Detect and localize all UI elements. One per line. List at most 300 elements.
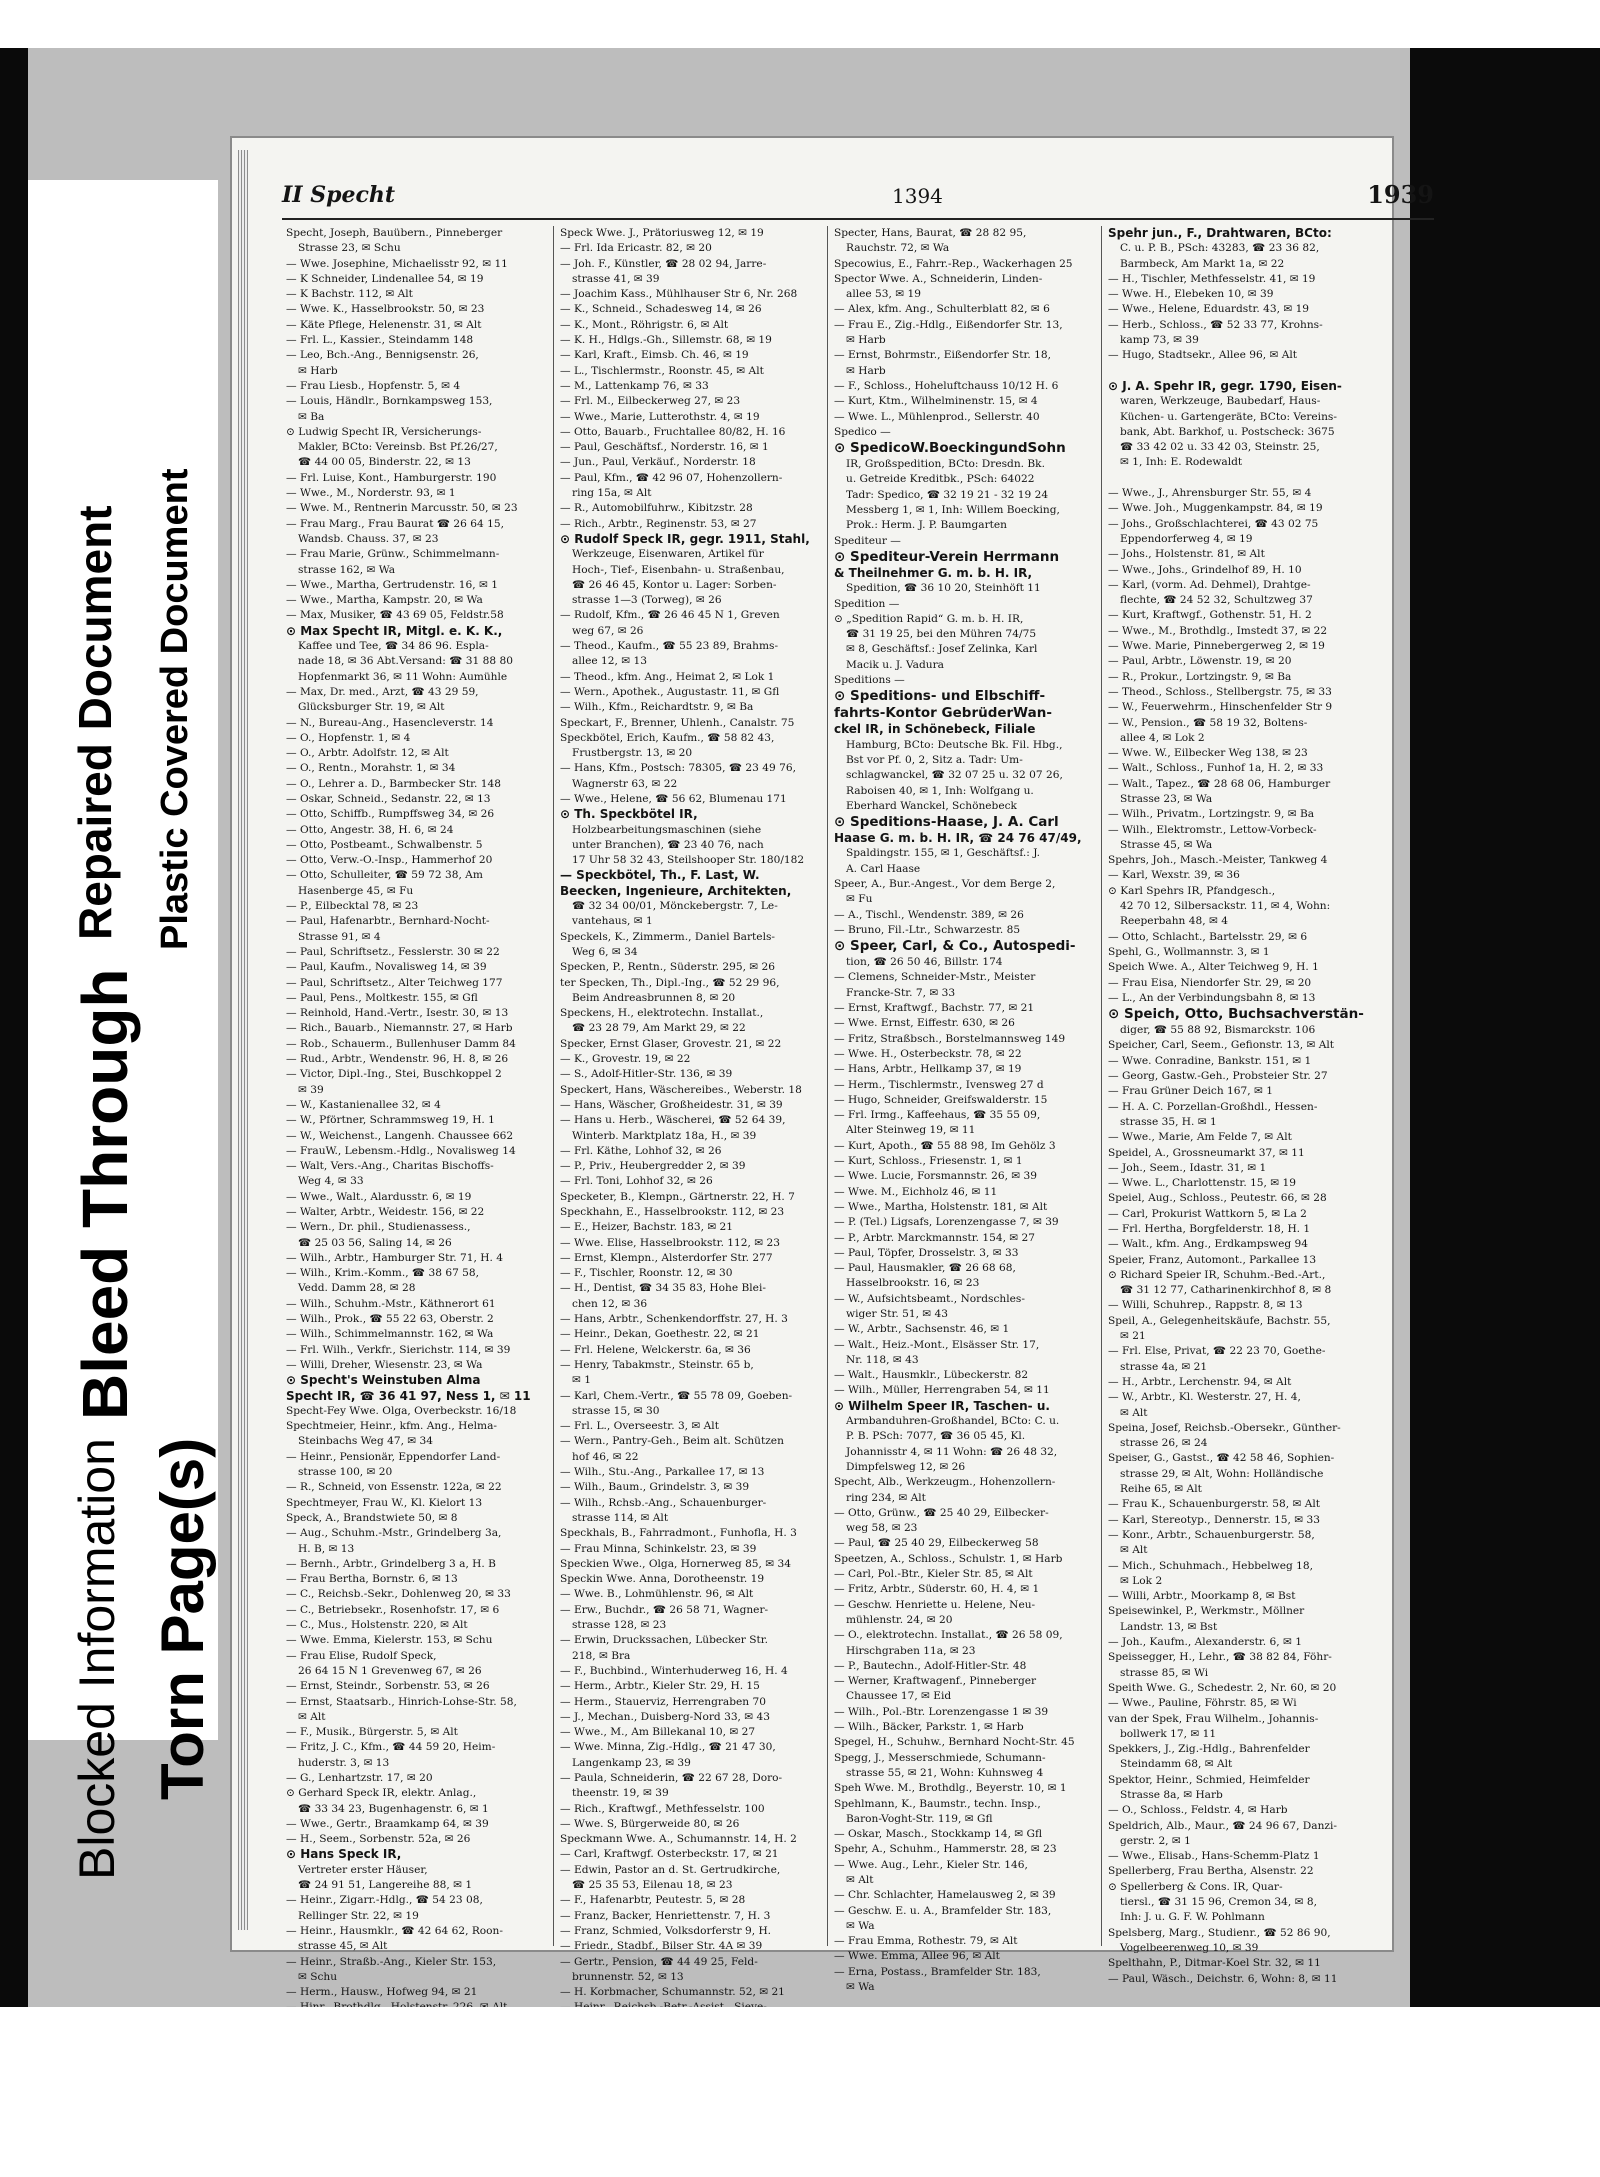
directory-entry-line: — Wwe. K., Hasselbrookstr. 50, ✉ 23 xyxy=(286,303,485,316)
directory-entry-line: — Karl, Kraft., Eimsb. Ch. 46, ✉ 19 xyxy=(560,349,749,362)
directory-entry-line: ⊙ Richard Speier IR, Schuhm.-Bed.-Art., xyxy=(1108,1268,1326,1281)
directory-entry-line: Weg 4, ✉ 33 xyxy=(298,1175,364,1188)
directory-entry-line: — Aug., Schuhm.-Mstr., Grindelberg 3a, xyxy=(286,1527,502,1540)
directory-entry-line: Langenkamp 23, ✉ 39 xyxy=(572,1756,691,1769)
directory-entry-line: Spector Wwe. A., Schneiderin, Linden- xyxy=(834,272,1043,285)
directory-entry-line: — Otto, Bauarb., Fruchtallee 80/82, H. 16 xyxy=(560,425,786,438)
directory-entry-line: — H., Tischler, Methfesselstr. 41, ✉ 19 xyxy=(1108,272,1316,285)
directory-entry-line: — Johs., Großschlachterei, ☎ 43 02 75 xyxy=(1108,517,1319,530)
directory-entry-line: — H., Dentist, ☎ 34 35 83, Hohe Blei- xyxy=(560,1282,766,1295)
directory-entry-line: — Erna, Postass., Bramfelder Str. 183, xyxy=(834,1965,1041,1978)
directory-entry-line: — Gertr., Pension, ☎ 44 49 25, Feld- xyxy=(560,1955,758,1968)
directory-entry-line: Vertreter erster Häuser, xyxy=(298,1863,428,1876)
directory-entry-line: — Karl, (vorm. Ad. Dehmel), Drahtge- xyxy=(1108,578,1311,591)
directory-entry-line: — Joh., Kaufm., Alexanderstr. 6, ✉ 1 xyxy=(1108,1636,1302,1649)
directory-entry-line: — J., Mechan., Duisberg-Nord 33, ✉ 43 xyxy=(560,1710,771,1723)
directory-entry-line: — Kurt, Apoth., ☎ 55 88 98, Im Gehölz 3 xyxy=(834,1139,1056,1152)
directory-entry-line: Spehl, G., Wollmannstr. 3, ✉ 1 xyxy=(1108,945,1270,958)
directory-entry-line: Speh Wwe. M., Brothdlg., Beyerstr. 10, ✉ 1 xyxy=(834,1782,1067,1795)
directory-entry-line: — Wwe., Gertr., Braamkamp 64, ✉ 39 xyxy=(286,1817,489,1830)
directory-entry-line: — Ernst, Steindr., Sorbenstr. 53, ✉ 26 xyxy=(286,1680,490,1693)
directory-entry-line: — Paul, Hausmakler, ☎ 26 68 68, xyxy=(834,1262,1016,1275)
directory-entry-line: Strasse 23, ✉ Wa xyxy=(1120,792,1213,805)
bottom-margin xyxy=(0,2007,1600,2177)
directory-entry-line: Strasse 8a, ✉ Harb xyxy=(1120,1788,1223,1801)
directory-entry-line: — Henry, Tabakmstr., Steinstr. 65 b, xyxy=(560,1358,754,1371)
directory-entry-line: Spedico — xyxy=(834,425,891,438)
directory-entry-line: strasse 15, ✉ 30 xyxy=(572,1404,660,1417)
directory-entry-line: — Wwe., Martha, Gertrudenstr. 16, ✉ 1 xyxy=(286,578,498,591)
directory-entry-line: — F., Hafenarbtr, Peutestr. 5, ✉ 28 xyxy=(560,1894,746,1907)
directory-entry-line: brunnenstr. 52, ✉ 13 xyxy=(572,1970,684,1983)
directory-entry-line: — Hans u. Herb., Wäscherei, ☎ 52 64 39, xyxy=(560,1114,786,1127)
directory-entry-line: — Wwe., Helene, Eduardstr. 43, ✉ 19 xyxy=(1108,303,1310,316)
directory-entry-line: — H. Korbmacher, Schumannstr. 52, ✉ 21 xyxy=(560,1986,785,1999)
directory-entry-line: — Frl. L., Kassier., Steindamm 148 xyxy=(286,334,474,347)
directory-entry-line: — Hugo, Schneider, Greifswalderstr. 15 xyxy=(834,1093,1048,1106)
directory-entry-line: — Walter, Arbtr., Weidestr. 156, ✉ 22 xyxy=(286,1206,485,1218)
directory-entry-line: strasse 114, ✉ Alt xyxy=(572,1511,669,1524)
directory-entry-line: ✉ Wa xyxy=(846,1981,875,1994)
directory-entry-line: — Alex, kfm. Ang., Schulterblatt 82, ✉ 6 xyxy=(834,303,1050,316)
directory-entry-line: Speck, A., Brandstwiete 50, ✉ 8 xyxy=(286,1511,458,1524)
directory-entry-line: — Otto, Postbeamt., Schwalbenstr. 5 xyxy=(286,838,483,851)
directory-entry-line: ☎ 33 34 23, Bugenhagenstr. 6, ✉ 1 xyxy=(298,1802,489,1815)
directory-entry-line: Rauchstr. 72, ✉ Wa xyxy=(846,242,950,255)
directory-entry-line: Vedd. Damm 28, ✉ 28 xyxy=(298,1282,416,1295)
directory-entry-line: — W., Kastanienallee 32, ✉ 4 xyxy=(286,1098,441,1111)
directory-entry-line: Specketer, B., Klempn., Gärtnerstr. 22, H. 7 xyxy=(560,1190,795,1203)
directory-entry-line: — Fritz, J. C., Kfm., ☎ 44 59 20, Heim- xyxy=(286,1741,496,1754)
directory-entry-line: — Ernst, Kraftwgf., Bachstr. 77, ✉ 21 xyxy=(834,1002,1035,1015)
directory-entry-line: — Frl. Toni, Lohhof 32, ✉ 26 xyxy=(560,1175,713,1188)
directory-entry-line: — Speckbötel, Th., F. Last, W. xyxy=(560,868,760,883)
directory-entry-line: — Max, Dr. med., Arzt, ☎ 43 29 59, xyxy=(286,685,479,698)
directory-entry-line: — H., Seem., Sorbenstr. 52a, ✉ 26 xyxy=(286,1833,471,1846)
directory-entry-line: Dimpfelsweg 12, ✉ 26 xyxy=(846,1460,966,1473)
directory-entry-line xyxy=(1108,364,1386,379)
directory-entry-line: Wagnerstr 63, ✉ 22 xyxy=(572,777,678,790)
directory-entry-line: — Wwe. B., Lohmühlenstr. 96, ✉ Alt xyxy=(560,1588,754,1601)
directory-entry-line: Spelsberg, Marg., Studienr., ☎ 52 86 90, xyxy=(1108,1926,1331,1939)
directory-entry-line: — Fritz, Arbtr., Süderstr. 60, H. 4, ✉ 1 xyxy=(834,1583,1040,1596)
directory-entry-line: Speidel, A., Grossneumarkt 37, ✉ 11 xyxy=(1108,1146,1305,1159)
directory-entry-line: — Paul, Wäsch., Deichstr. 6, Wohn: 8, ✉ 11 xyxy=(1108,1972,1338,1985)
directory-entry-line: P. B. PSch: 7077, ☎ 36 05 45, Kl. xyxy=(846,1430,1026,1443)
directory-entry-line: — Frau Bertha, Bornstr. 6, ✉ 13 xyxy=(286,1573,458,1586)
directory-entry-line: — Wwe. W., Eilbecker Weg 138, ✉ 23 xyxy=(1108,747,1308,760)
directory-entry-line: — Rich., Kraftwgf., Methfesselstr. 100 xyxy=(560,1802,765,1815)
directory-entry-line: allee 53, ✉ 19 xyxy=(846,288,921,301)
directory-entry-line: Speckels, K., Zimmerm., Daniel Bartels- xyxy=(560,930,775,943)
directory-entry-line: ☎ 25 35 53, Eilenau 18, ✉ 23 xyxy=(572,1879,733,1892)
directory-entry-line: — Werner, Kraftwagenf., Pinneberger xyxy=(834,1675,1037,1688)
directory-entry-line: — Heinr., Pensionär, Eppendorfer Land- xyxy=(286,1450,501,1463)
directory-entry-line: Specowius, E., Fahrr.-Rep., Wackerhagen 25 xyxy=(834,257,1073,270)
directory-entry-line: — Heinr., Zigarr.-Hdlg., ☎ 54 23 08, xyxy=(286,1894,483,1907)
directory-entry-line: strasse 55, ✉ 21, Wohn: Kuhnsweg 4 xyxy=(846,1766,1044,1779)
directory-entry-line: bollwerk 17, ✉ 11 xyxy=(1120,1727,1217,1740)
directory-entry-line: ☎ 33 42 02 u. 33 42 03, Steinstr. 25, xyxy=(1120,441,1320,454)
directory-entry-line: — P., Eilbecktal 78, ✉ 23 xyxy=(286,900,419,913)
directory-entry-line: ✉ 1 xyxy=(572,1374,591,1387)
directory-entry-line: Speckin Wwe. Anna, Dorotheenstr. 19 xyxy=(560,1573,765,1586)
directory-entry-line: Specker, Ernst Glaser, Grovestr. 21, ✉ 22 xyxy=(560,1037,782,1050)
directory-entry-line: — Louis, Händlr., Bornkampsweg 153, xyxy=(286,395,493,408)
directory-entry-line: ⊙ Gerhard Speck IR, elektr. Anlag., xyxy=(286,1787,477,1800)
directory-entry-line: ✉ Harb xyxy=(846,364,886,377)
directory-entry-line: — Walt., Tapez., ☎ 28 68 06, Hamburger xyxy=(1108,777,1331,790)
directory-entry-line: — Frl. Käthe, Lohhof 32, ✉ 26 xyxy=(560,1144,722,1157)
directory-entry-line: — Joh. F., Künstler, ☎ 28 02 94, Jarre- xyxy=(560,257,767,270)
directory-entry-line: Spekkers, J., Zig.-Hdlg., Bahrenfelder xyxy=(1108,1743,1310,1756)
directory-entry-line: 42 70 12, Silbersackstr. 11, ✉ 4, Wohn: xyxy=(1120,900,1331,913)
directory-entry-line: — Wern., Apothek., Augustastr. 11, ✉ Gfl xyxy=(560,685,780,698)
directory-entry-line: wiger Str. 51, ✉ 43 xyxy=(846,1308,949,1320)
label-blocked-information: Blocked Information xyxy=(69,1438,125,1880)
directory-entry-line: — Rich., Arbtr., Reginenstr. 53, ✉ 27 xyxy=(560,517,757,530)
directory-entry-line: strasse 85, ✉ Wi xyxy=(1120,1666,1209,1679)
directory-entry-line: Raboisen 40, ✉ 1, Inh: Wolfgang u. xyxy=(846,784,1034,797)
directory-entry-line: — Rich., Bauarb., Niemannstr. 27, ✉ Harb xyxy=(286,1022,513,1035)
directory-entry-line: — Wilh., Prok., ☎ 55 22 63, Oberstr. 2 xyxy=(286,1313,494,1326)
directory-entry-line: — W., Pförtner, Schrammsweg 19, H. 1 xyxy=(286,1114,495,1127)
directory-entry-line: strasse 45, ✉ Alt xyxy=(298,1940,388,1953)
directory-entry-line: hof 46, ✉ 22 xyxy=(572,1450,639,1463)
directory-entry-line: Inh: J. u. G. F. W. Pohlmann xyxy=(1120,1911,1265,1924)
directory-entry-line: ⊙ Specht's Weinstuben Alma xyxy=(286,1373,481,1388)
directory-entry-line: Speiel, Aug., Schloss., Peutestr. 66, ✉ 28 xyxy=(1108,1192,1327,1205)
directory-entry-line: Spellerberg, Frau Bertha, Alsenstr. 22 xyxy=(1108,1865,1314,1878)
directory-entry-line: — W., Arbtr., Kl. Westerstr. 27, H. 4, xyxy=(1108,1391,1301,1404)
directory-entry-line: Tadr: Spedico, ☎ 32 19 21 - 32 19 24 xyxy=(846,488,1049,501)
directory-entry-line: Baron-Voght-Str. 119, ✉ Gfl xyxy=(846,1812,993,1825)
directory-entry-line: ✉ Alt xyxy=(846,1873,874,1886)
label-repaired-document: Repaired Document xyxy=(69,505,121,940)
directory-entry-line: — Paula, Schneiderin, ☎ 22 67 28, Doro- xyxy=(560,1771,783,1784)
directory-entry-line: — Joachim Kass., Mühlhauser Str 6, Nr. 268 xyxy=(560,288,798,301)
directory-entry-line: Specht IR, ☎ 36 41 97, Ness 1, ✉ 11 xyxy=(286,1388,531,1403)
directory-entry-line: Hopfenmarkt 36, ✉ 11 Wohn: Aumühle xyxy=(298,670,508,683)
directory-entry-line: — Wwe., Pauline, Föhrstr. 85, ✉ Wi xyxy=(1108,1697,1297,1710)
directory-entry-line: ⊙ Wilhelm Speer IR, Taschen- u. xyxy=(834,1398,1050,1413)
directory-entry-line: strasse 29, ✉ Alt, Wohn: Holländische xyxy=(1120,1467,1324,1480)
directory-entry-line: Speina, Josef, Reichsb.-Obersekr., Günther- xyxy=(1108,1421,1341,1434)
directory-entry-line: — Wwe. L., Charlottenstr. 15, ✉ 19 xyxy=(1108,1177,1297,1190)
directory-entry-line: Speich Wwe. A., Alter Teichweg 9, H. 1 xyxy=(1108,961,1319,974)
directory-entry-line: — Ernst, Staatsarb., Hinrich-Lohse-Str. 58, xyxy=(286,1695,517,1708)
directory-entry-line: — Oskar, Masch., Stockkamp 14, ✉ Gfl xyxy=(834,1828,1043,1841)
directory-entry-line: — Joh., Seem., Idastr. 31, ✉ 1 xyxy=(1108,1161,1267,1174)
directory-entry-line: — L., An der Verbindungsbahn 8, ✉ 13 xyxy=(1108,991,1316,1004)
directory-entry-line: — Wwe. Elise, Hasselbrookstr. 112, ✉ 23 xyxy=(560,1236,780,1249)
directory-entry-line: — H., Arbtr., Lerchenstr. 94, ✉ Alt xyxy=(1108,1375,1292,1388)
directory-entry-line: ⊙ Speer, Carl, & Co., Autospedi- xyxy=(834,938,1076,955)
directory-entry-line: — Heinr., Dekan, Goethestr. 22, ✉ 21 xyxy=(560,1328,760,1341)
directory-entry-line: ⊙ Max Specht IR, Mitgl. e. K. K., xyxy=(286,623,503,638)
directory-column-3 xyxy=(834,226,1099,1994)
directory-entry-line: Frustbergstr. 13, ✉ 20 xyxy=(572,747,693,760)
directory-entry-line: — F., Tischler, Roonstr. 12, ✉ 30 xyxy=(560,1267,733,1280)
directory-entry-line: — Friedr., Stadbf., Bilser Str. 4A ✉ 39 xyxy=(560,1940,763,1953)
directory-entry-line: — Geschw. Henriette u. Helene, Neu- xyxy=(834,1598,1036,1611)
directory-entry-line: — Frl. Helene, Welckerstr. 6a, ✉ 36 xyxy=(560,1343,751,1356)
directory-entry-line: — Hans, Wäscher, Großheidestr. 31, ✉ 39 xyxy=(560,1098,783,1111)
directory-entry-line: — Karl, Chem.-Vertr., ☎ 55 78 09, Goeben- xyxy=(560,1389,793,1402)
directory-entry-line: — Paul, Hafenarbtr., Bernhard-Nocht- xyxy=(286,915,490,928)
directory-entry-line: ☎ 31 19 25, bei den Mühren 74/75 xyxy=(846,628,1037,641)
directory-entry-line: — Otto, Verw.-O.-Insp., Hammerhof 20 xyxy=(286,854,493,867)
directory-entry-line: — Frl. Hertha, Borgfelderstr. 18, H. 1 xyxy=(1108,1223,1311,1235)
directory-entry-line: ✉ Alt xyxy=(298,1710,326,1723)
directory-entry-line: — Wwe. M., Rentnerin Marcusstr. 50, ✉ 23 xyxy=(286,502,518,515)
directory-entry-line: Reihe 65, ✉ Alt xyxy=(1120,1483,1202,1496)
directory-entry-line: tiersl., ☎ 31 15 96, Cremon 34, ✉ 8, xyxy=(1120,1896,1317,1909)
directory-entry-line: — C., Reichsb.-Sekr., Dohlenweg 20, ✉ 33 xyxy=(286,1588,511,1601)
directory-entry-line: — Wwe. Conradine, Bankstr. 151, ✉ 1 xyxy=(1108,1054,1312,1067)
directory-entry-line: — FrauW., Lebensm.-Hdlg., Novalisweg 14 xyxy=(286,1144,516,1157)
directory-entry-line: — O., Arbtr. Adolfstr. 12, ✉ Alt xyxy=(286,747,449,760)
directory-entry-line: — K., Grovestr. 19, ✉ 22 xyxy=(560,1053,691,1066)
directory-entry-line: Spaldingstr. 155, ✉ 1, Geschäftsf.: J. xyxy=(846,847,1041,860)
directory-entry-line: vantehaus, ✉ 1 xyxy=(572,915,653,928)
directory-entry-line: — Theod., Schloss., Stellbergstr. 75, ✉ 33 xyxy=(1108,685,1332,698)
directory-entry-line: ✉ 1, Inh: E. Rodewaldt xyxy=(1120,456,1243,469)
directory-entry-line: Hirschgraben 11a, ✉ 23 xyxy=(846,1644,976,1657)
directory-entry-line: — Hans, Kfm., Postsch: 78305, ☎ 23 49 76, xyxy=(560,762,796,775)
directory-entry-line: — A., Tischl., Wendenstr. 389, ✉ 26 xyxy=(834,908,1024,921)
directory-entry-line: Steinbachs Weg 47, ✉ 34 xyxy=(298,1435,434,1448)
directory-entry-line: — Frl. Luise, Kont., Hamburgerstr. 190 xyxy=(286,471,497,484)
directory-entry-line: Speil, A., Gelegenheitskäufe, Bachstr. 55, xyxy=(1108,1314,1331,1327)
directory-entry-line: Speissegger, H., Lehr., ☎ 38 82 84, Föhr- xyxy=(1108,1651,1332,1664)
directory-entry-line: Speldrich, Alb., Maur., ☎ 24 96 67, Danzi- xyxy=(1108,1819,1337,1832)
directory-entry-line: ☎ 26 46 45, Kontor u. Lager: Sorben- xyxy=(572,578,777,591)
directory-entry-line: — Ernst, Bohrmstr., Eißendorfer Str. 18, xyxy=(834,349,1051,362)
directory-entry-line: — O., Hopfenstr. 1, ✉ 4 xyxy=(286,731,411,744)
directory-entry-line: Reeperbahn 48, ✉ 4 xyxy=(1120,915,1228,928)
directory-entry-line: — W., Arbtr., Sachsenstr. 46, ✉ 1 xyxy=(834,1323,1010,1336)
directory-entry-line: — Kurt, Schloss., Friesenstr. 1, ✉ 1 xyxy=(834,1155,1023,1168)
directory-entry-line: Armbanduhren-Großhandel, BCto: C. u. xyxy=(846,1415,1060,1428)
directory-entry-line: Speckbötel, Erich, Kaufm., ☎ 58 82 43, xyxy=(560,731,775,744)
directory-entry-line: — Walt, Vers.-Ang., Charitas Bischoffs- xyxy=(286,1160,494,1173)
directory-entry-line: — Wwe., Marie, Am Felde 7, ✉ Alt xyxy=(1108,1131,1292,1144)
directory-entry-line: — Mich., Schuhmach., Hebbelweg 18, xyxy=(1108,1559,1313,1572)
directory-entry-line: — Georg, Gastw.-Geh., Probsteier Str. 27 xyxy=(1108,1070,1328,1083)
column-rule xyxy=(1101,226,1102,1946)
directory-entry-line: — Wilh., Schimmelmannstr. 162, ✉ Wa xyxy=(286,1328,494,1341)
directory-entry-line: — Theod., kfm. Ang., Heimat 2, ✉ Lok 1 xyxy=(560,670,775,683)
directory-entry-line: — Max, Musiker, ☎ 43 69 05, Feldstr.58 xyxy=(286,609,504,622)
directory-entry-line: — Wilh., Elektromstr., Lettow-Vorbeck- xyxy=(1108,823,1317,836)
directory-entry-line: — Rud., Arbtr., Wendenstr. 96, H. 8, ✉ 26 xyxy=(286,1053,509,1066)
directory-entry-line: — C., Mus., Holstenstr. 220, ✉ Alt xyxy=(286,1619,468,1632)
directory-entry-line: ⊙ Spellerberg & Cons. IR, Quar- xyxy=(1108,1880,1283,1893)
directory-entry-line: — Chr. Schlachter, Hamelausweg 2, ✉ 39 xyxy=(834,1889,1056,1902)
directory-entry-line: — Wwe. Aug., Lehr., Kieler Str. 146, xyxy=(834,1858,1028,1871)
directory-entry-line: — Willi, Arbtr., Moorkamp 8, ✉ Bst xyxy=(1108,1590,1296,1603)
directory-entry-line: — Hugo, Stadtsekr., Allee 96, ✉ Alt xyxy=(1108,349,1298,362)
directory-entry-line: Strasse 91, ✉ 4 xyxy=(298,930,381,943)
directory-entry-line: Spelthahn, P., Ditmar-Koel Str. 32, ✉ 11 xyxy=(1108,1957,1321,1970)
directory-entry-line: allee 4, ✉ Lok 2 xyxy=(1120,731,1205,744)
page-fold-edge xyxy=(238,150,248,1930)
directory-entry-line: — Erw., Buchdr., ☎ 26 58 71, Wagner- xyxy=(560,1603,769,1616)
directory-entry-line: Glücksburger Str. 19, ✉ Alt xyxy=(298,701,445,714)
directory-entry-line: — Karl, Wexstr. 39, ✉ 36 xyxy=(1108,869,1240,882)
directory-entry-line: — Wwe., Johs., Grindelhof 89, H. 10 xyxy=(1108,563,1302,576)
directory-entry-line: Steindamm 68, ✉ Alt xyxy=(1120,1758,1233,1771)
label-plastic-covered-document: Plastic Covered Document xyxy=(154,468,196,950)
directory-entry-line: Specht-Fey Wwe. Olga, Overbeckstr. 16/18 xyxy=(286,1404,517,1417)
directory-entry-line: unter Branchen), ☎ 23 40 76, nach xyxy=(572,838,764,851)
directory-entry-line: Weg 6, ✉ 34 xyxy=(572,945,638,958)
directory-entry-line: Johannisstr 4, ✉ 11 Wohn: ☎ 26 48 32, xyxy=(846,1445,1058,1458)
directory-entry-line: — Erwin, Druckssachen, Lübecker Str. xyxy=(560,1634,769,1647)
directory-entry-line: — Carl, Kraftwgf. Osterbeckstr. 17, ✉ 21 xyxy=(560,1848,779,1861)
directory-entry-line: — Wwe. Marie, Pinnebergerweg 2, ✉ 19 xyxy=(1108,640,1325,653)
directory-entry-line: — Frau Elise, Rudolf Speck, xyxy=(286,1649,437,1662)
directory-entry-line: — W., Pension., ☎ 58 19 32, Boltens- xyxy=(1108,716,1308,729)
directory-entry-line: Speckhahn, E., Hasselbrookstr. 112, ✉ 23 xyxy=(560,1206,785,1218)
directory-entry-line: Alter Steinweg 19, ✉ 11 xyxy=(846,1124,976,1137)
directory-entry-line: Hasenberge 45, ✉ Fu xyxy=(298,884,414,897)
directory-entry-line: — Wern., Pantry-Geh., Beim alt. Schützen xyxy=(560,1435,784,1448)
directory-entry-line: ring 234, ✉ Alt xyxy=(846,1491,926,1504)
directory-entry-line: — Bernh., Arbtr., Grindelberg 3 a, H. B xyxy=(286,1557,496,1570)
directory-entry-line: u. Getreide Kreditbk., PSch: 64022 xyxy=(846,473,1035,486)
directory-entry-line: — Wwe., M., Norderstr. 93, ✉ 1 xyxy=(286,487,456,500)
directory-entry-line: strasse 128, ✉ 23 xyxy=(572,1619,667,1632)
directory-entry-line: ☎ 32 34 00/01, Mönckebergstr. 7, Le- xyxy=(572,900,778,913)
directory-entry-line: 17 Uhr 58 32 43, Steilshooper Str. 180/182 xyxy=(572,854,805,867)
directory-entry-line: Spehr, A., Schuhm., Hammerstr. 28, ✉ 23 xyxy=(834,1843,1057,1856)
directory-entry-line: — Wwe. L., Mühlenprod., Sellerstr. 40 xyxy=(834,410,1040,423)
directory-entry-line: — Herm., Hausw., Hofweg 94, ✉ 21 xyxy=(286,1986,478,1999)
directory-column-2 xyxy=(560,226,825,1999)
directory-entry-line: Speer, A., Bur.-Angest., Vor dem Berge 2, xyxy=(834,877,1056,890)
directory-entry-line: — P. (Tel.) Ligsafs, Lorenzengasse 7, ✉ 39 xyxy=(834,1216,1059,1229)
directory-entry-line: — Paul, Schriftsetz., Alter Teichweg 177 xyxy=(286,976,503,989)
directory-entry-line: ✉ Alt xyxy=(1120,1544,1148,1557)
directory-entry-line: — O., Schloss., Feldstr. 4, ✉ Harb xyxy=(1108,1804,1288,1817)
directory-entry-line: ⊙ Hans Speck IR, xyxy=(286,1847,402,1862)
directory-entry-line: ✉ Alt xyxy=(1120,1406,1148,1419)
directory-entry-line: — Frau Marie, Grünw., Schimmelmann- xyxy=(286,548,500,561)
directory-column-1 xyxy=(286,226,551,1999)
directory-entry-line: — Reinhold, Hand.-Vertr., Isestr. 30, ✉ 13 xyxy=(286,1007,509,1020)
directory-entry-line: — L., Tischlermstr., Roonstr. 45, ✉ Alt xyxy=(560,364,764,377)
directory-entry-line: — Walt., Schloss., Funhof 1a, H. 2, ✉ 33 xyxy=(1108,762,1324,775)
directory-entry-line: Specht, Alb., Werkzeugm., Hohenzollern- xyxy=(834,1476,1056,1489)
directory-entry-line: — Wilh., Baum., Grindelstr. 3, ✉ 39 xyxy=(560,1481,750,1494)
directory-entry-line: — Kurt, Ktm., Wilhelminenstr. 15, ✉ 4 xyxy=(834,395,1038,408)
directory-entry-line: Holzbearbeitungsmaschinen (siehe xyxy=(572,823,762,836)
directory-entry-line: bank, Abt. Barkhof, u. Postscheck: 3675 xyxy=(1120,425,1335,438)
directory-entry-line: — C., Betriebsekr., Rosenhofstr. 17, ✉ 6 xyxy=(286,1603,500,1616)
directory-entry-line: — Otto, Schulleiter, ☎ 59 72 38, Am xyxy=(286,869,483,882)
directory-entry-line: — Otto, Grünw., ☎ 25 40 29, Eilbecker- xyxy=(834,1506,1049,1519)
directory-entry-line: — Wwe. S, Bürgerweide 80, ✉ 26 xyxy=(560,1817,740,1830)
directory-entry-line: — Herm., Tischlermstr., Ivensweg 27 d xyxy=(834,1078,1044,1091)
directory-entry-line: — Franz, Backer, Henriettenstr. 7, H. 3 xyxy=(560,1909,771,1922)
directory-entry-line: strasse 41, ✉ 39 xyxy=(572,272,660,285)
directory-column-4 xyxy=(1108,226,1386,1985)
directory-entry-line: — Frau Emma, Rothestr. 79, ✉ Alt xyxy=(834,1935,1018,1948)
directory-entry-line: Speckart, F., Brenner, Uhlenh., Canalstr. 75 xyxy=(560,716,795,729)
label-torn-pages: Torn Page(s) xyxy=(149,1437,216,1800)
directory-entry-line: — Frl. Ida Ericastr. 82, ✉ 20 xyxy=(560,242,712,255)
directory-entry-line: — Paul, Pens., Moltkestr. 155, ✉ Gfl xyxy=(286,991,478,1004)
directory-entry-line: Wandsb. Chauss. 37, ✉ 23 xyxy=(298,532,439,545)
directory-entry-line: ter Specken, Th., Dipl.-Ing., ☎ 52 29 96, xyxy=(560,976,780,989)
directory-entry-line: Speier, Franz, Automont., Parkallee 13 xyxy=(1108,1253,1317,1266)
directory-entry-line: — Frl. M., Eilbeckerweg 27, ✉ 23 xyxy=(560,395,741,408)
directory-entry-line: — Wwe., Walt., Alardusstr. 6, ✉ 19 xyxy=(286,1190,472,1203)
directory-entry-line: Speisewinkel, P., Werkmstr., Möllner xyxy=(1108,1605,1305,1618)
directory-entry-line: — P., Priv., Heubergredder 2, ✉ 39 xyxy=(560,1160,746,1173)
directory-entry-line: Spegg, J., Messerschmiede, Schumann- xyxy=(834,1751,1046,1764)
directory-entry-line: — W., Weichenst., Langenh. Chaussee 662 xyxy=(286,1129,514,1142)
directory-entry-line: Winterb. Marktplatz 18a, H., ✉ 39 xyxy=(572,1129,757,1142)
directory-entry-line: Beim Andreasbrunnen 8, ✉ 20 xyxy=(572,991,736,1004)
directory-entry-line: schlagwanckel, ☎ 32 07 25 u. 32 07 26, xyxy=(846,769,1063,782)
directory-entry-line: — Carl, Pol.-Btr., Kieler Str. 85, ✉ Alt xyxy=(834,1568,1033,1581)
directory-entry-line: tion, ☎ 26 50 46, Billstr. 174 xyxy=(846,956,1003,969)
directory-entry-line: — Paul, Kaufm., Novalisweg 14, ✉ 39 xyxy=(286,961,487,974)
directory-entry-line: — Wern., Dr. phil., Studienassess., xyxy=(286,1221,471,1234)
directory-entry-line: ✉ Fu xyxy=(846,893,873,906)
directory-entry-line: — Wwe., Elisab., Hans-Schemm-Platz 1 xyxy=(1108,1850,1320,1863)
directory-entry-line: ⊙ Karl Spehrs IR, Pfandgesch., xyxy=(1108,884,1276,897)
directory-entry-line: C. u. P. B., PSch: 43283, ☎ 23 36 82, xyxy=(1120,242,1320,255)
directory-entry-line: — S., Adolf-Hitler-Str. 136, ✉ 39 xyxy=(560,1068,733,1081)
directory-entry-line: — Wwe., Helene, ☎ 56 62, Blumenau 171 xyxy=(560,792,787,805)
directory-entry-line: — Wwe. Joh., Muggenkampstr. 84, ✉ 19 xyxy=(1108,502,1323,515)
directory-entry-line: weg 67, ✉ 26 xyxy=(572,624,644,637)
directory-entry-line: fahrts-Kontor GebrüderWan- xyxy=(834,705,1052,722)
directory-entry-line: — Wwe., J., Ahrensburger Str. 55, ✉ 4 xyxy=(1108,487,1312,500)
directory-entry-line: — K. H., Hdlgs.-Gh., Sillemstr. 68, ✉ 19 xyxy=(560,334,772,347)
directory-entry-line: ring 15a, ✉ Alt xyxy=(572,487,652,500)
directory-entry-line: Haase G. m. b. H. IR, ☎ 24 76 47/49, xyxy=(834,831,1082,846)
directory-entry-line: Nr. 118, ✉ 43 xyxy=(846,1353,919,1366)
directory-entry-line: ⊙ J. A. Spehr IR, gegr. 1790, Eisen- xyxy=(1108,378,1342,393)
directory-entry-line: ☎ 25 03 56, Saling 14, ✉ 26 xyxy=(298,1236,452,1249)
directory-entry-line: Hamburg, BCto: Deutsche Bk. Fil. Hbg., xyxy=(846,738,1063,751)
directory-entry-line: — Jun., Paul, Verkäuf., Norderstr. 18 xyxy=(560,456,756,469)
directory-entry-line: — Ernst, Klempn., Alsterdorfer Str. 277 xyxy=(560,1251,773,1264)
directory-entry-line: allee 12, ✉ 13 xyxy=(572,655,647,668)
directory-entry-line: ⊙ Speditions-Haase, J. A. Carl xyxy=(834,814,1059,831)
directory-entry-line: — Bruno, Fil.-Ltr., Schwarzestr. 85 xyxy=(834,923,1021,936)
directory-entry-line: — Wwe. H., Elebeken 10, ✉ 39 xyxy=(1108,288,1274,301)
directory-entry-line: — Wilh., Stu.-Ang., Parkallee 17, ✉ 13 xyxy=(560,1466,765,1479)
directory-entry-line: ⊙ „Spedition Rapid“ G. m. b. H. IR, xyxy=(834,612,1024,625)
directory-entry-line: — Herm., Stauerviz, Herrengraben 70 xyxy=(560,1695,766,1708)
directory-entry-line: Landstr. 13, ✉ Bst xyxy=(1120,1620,1218,1633)
directory-entry-line: — F., Schloss., Hoheluftchauss 10/12 H. 6 xyxy=(834,379,1059,392)
directory-entry-line: strasse 26, ✉ 24 xyxy=(1120,1437,1208,1450)
directory-entry-line: ✉ Wa xyxy=(846,1919,875,1932)
directory-entry-line: ✉ 39 xyxy=(298,1083,324,1096)
directory-entry-line: — W., Feuerwehrm., Hinschenfelder Str 9 xyxy=(1108,701,1333,714)
directory-entry-line: — Wwe., Marie, Lutterothstr. 4, ✉ 19 xyxy=(560,410,760,423)
directory-entry-line: — Herm., Arbtr., Kieler Str. 29, H. 15 xyxy=(560,1680,760,1693)
directory-entry-line: — Wilh., Arbtr., Hamburger Str. 71, H. 4 xyxy=(286,1251,503,1264)
directory-entry-line: Spedition — xyxy=(834,597,900,610)
